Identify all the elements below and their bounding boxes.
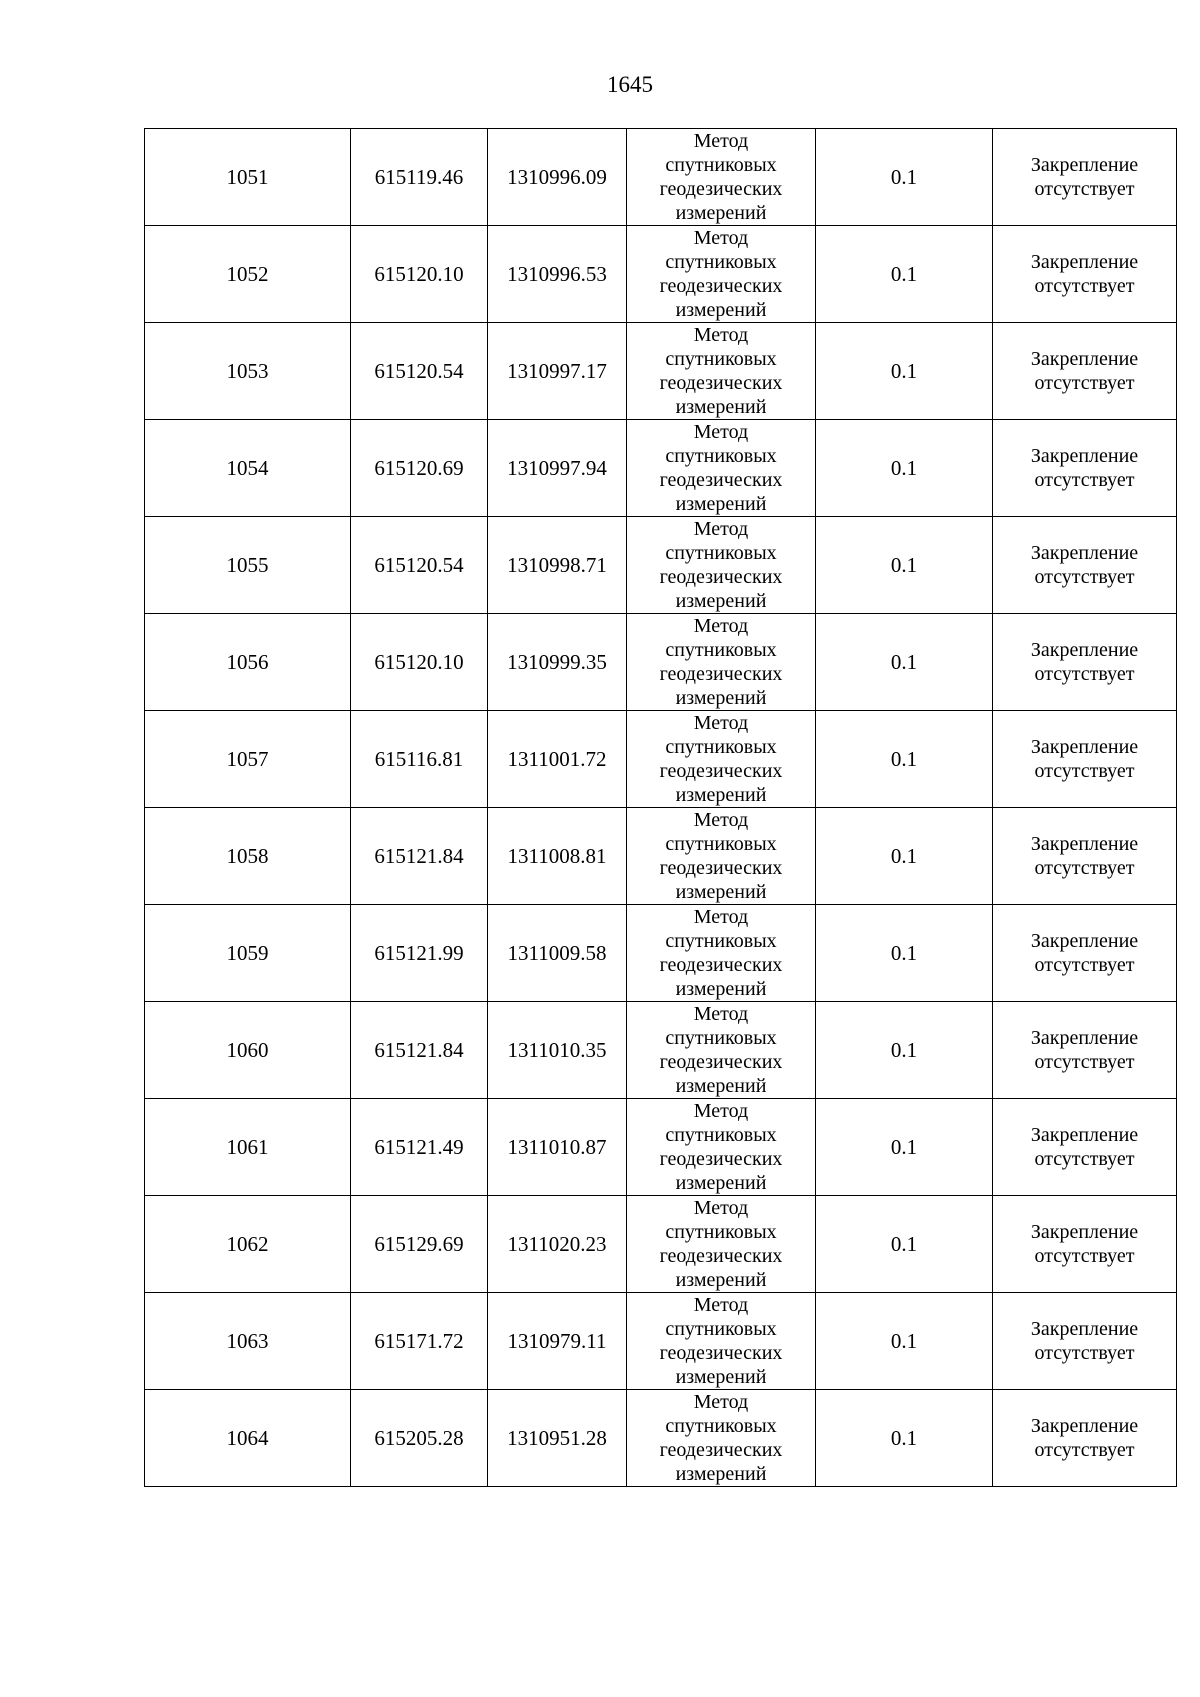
- x-coordinate-cell: 615120.69: [351, 420, 488, 517]
- method-cell: [627, 420, 816, 517]
- method-line: геодезических: [659, 275, 783, 297]
- fixation-line: Закрепление: [1030, 542, 1139, 564]
- fixation-line: отсутствует: [1034, 954, 1135, 976]
- method-line: Метод: [693, 1197, 749, 1219]
- method-line: геодезических: [659, 1245, 783, 1267]
- method-cell: [627, 1293, 816, 1390]
- fixation-cell: [993, 614, 1177, 711]
- fixation-cell: [993, 1293, 1177, 1390]
- page-number: 1645: [607, 72, 653, 97]
- fixation-cell: [993, 808, 1177, 905]
- fixation-line: отсутствует: [1034, 1342, 1135, 1364]
- accuracy-cell: 0.1: [816, 420, 993, 517]
- method-line: Метод: [693, 1391, 749, 1413]
- fixation-line: Закрепление: [1030, 1415, 1139, 1437]
- point-number-cell: 1061: [145, 1099, 351, 1196]
- method-line: геодезических: [659, 1051, 783, 1073]
- accuracy-cell: 0.1: [816, 517, 993, 614]
- accuracy-cell: 0.1: [816, 226, 993, 323]
- y-coordinate-cell: 1310997.17: [488, 323, 627, 420]
- method-line: Метод: [693, 518, 749, 540]
- y-coordinate-cell: 1311020.23: [488, 1196, 627, 1293]
- table-row: [145, 905, 1177, 1002]
- fixation-line: отсутствует: [1034, 566, 1135, 588]
- method-cell: [627, 1099, 816, 1196]
- x-coordinate-cell: 615120.54: [351, 323, 488, 420]
- method-line: геодезических: [659, 1439, 783, 1461]
- y-coordinate-cell: 1310979.11: [488, 1293, 627, 1390]
- method-line: геодезических: [659, 469, 783, 491]
- x-coordinate-cell: 615121.84: [351, 1002, 488, 1099]
- accuracy-cell: 0.1: [816, 1293, 993, 1390]
- method-line: Метод: [693, 809, 749, 831]
- fixation-line: Закрепление: [1030, 639, 1139, 661]
- point-number-cell: 1059: [145, 905, 351, 1002]
- point-number-cell: 1055: [145, 517, 351, 614]
- method-line: Метод: [693, 130, 749, 152]
- method-line: Метод: [693, 324, 749, 346]
- fixation-line: отсутствует: [1034, 663, 1135, 685]
- table-row: [145, 711, 1177, 808]
- method-line: спутниковых: [665, 1415, 777, 1437]
- x-coordinate-cell: 615120.10: [351, 614, 488, 711]
- method-cell: [627, 614, 816, 711]
- method-line: геодезических: [659, 1148, 783, 1170]
- accuracy-cell: 0.1: [816, 905, 993, 1002]
- y-coordinate-cell: 1311010.87: [488, 1099, 627, 1196]
- fixation-line: отсутствует: [1034, 1245, 1135, 1267]
- fixation-line: Закрепление: [1030, 348, 1139, 370]
- method-line: спутниковых: [665, 1318, 777, 1340]
- method-line: геодезических: [659, 663, 783, 685]
- method-cell: [627, 129, 816, 226]
- x-coordinate-cell: 615121.49: [351, 1099, 488, 1196]
- fixation-line: Закрепление: [1030, 1124, 1139, 1146]
- fixation-line: Закрепление: [1030, 1318, 1139, 1340]
- fixation-cell: [993, 1002, 1177, 1099]
- fixation-line: Закрепление: [1030, 833, 1139, 855]
- accuracy-cell: 0.1: [816, 1196, 993, 1293]
- method-line: измерений: [675, 1269, 767, 1291]
- method-line: геодезических: [659, 954, 783, 976]
- table-row: [145, 323, 1177, 420]
- method-line: спутниковых: [665, 445, 777, 467]
- point-number-cell: 1058: [145, 808, 351, 905]
- method-cell: [627, 808, 816, 905]
- point-number-cell: 1060: [145, 1002, 351, 1099]
- method-line: Метод: [693, 421, 749, 443]
- method-line: спутниковых: [665, 930, 777, 952]
- table-row: [145, 808, 1177, 905]
- coordinates-table: [144, 128, 1177, 1487]
- method-cell: [627, 1196, 816, 1293]
- fixation-cell: [993, 1390, 1177, 1487]
- method-line: Метод: [693, 1294, 749, 1316]
- table-row: [145, 226, 1177, 323]
- method-line: спутниковых: [665, 542, 777, 564]
- method-line: измерений: [675, 1463, 767, 1485]
- method-line: спутниковых: [665, 1027, 777, 1049]
- accuracy-cell: 0.1: [816, 323, 993, 420]
- fixation-line: отсутствует: [1034, 760, 1135, 782]
- method-cell: [627, 226, 816, 323]
- accuracy-cell: 0.1: [816, 1390, 993, 1487]
- method-line: измерений: [675, 1075, 767, 1097]
- method-line: спутниковых: [665, 154, 777, 176]
- point-number-cell: 1054: [145, 420, 351, 517]
- method-line: измерений: [675, 396, 767, 418]
- method-cell: [627, 1390, 816, 1487]
- fixation-cell: [993, 226, 1177, 323]
- point-number-cell: 1057: [145, 711, 351, 808]
- method-line: спутниковых: [665, 1221, 777, 1243]
- x-coordinate-cell: 615120.54: [351, 517, 488, 614]
- fixation-line: Закрепление: [1030, 736, 1139, 758]
- point-number-cell: 1062: [145, 1196, 351, 1293]
- method-line: геодезических: [659, 178, 783, 200]
- method-line: измерений: [675, 202, 767, 224]
- fixation-line: Закрепление: [1030, 154, 1139, 176]
- method-line: Метод: [693, 227, 749, 249]
- table-row: [145, 1002, 1177, 1099]
- accuracy-cell: 0.1: [816, 711, 993, 808]
- table-row: [145, 614, 1177, 711]
- fixation-cell: [993, 420, 1177, 517]
- fixation-cell: [993, 1196, 1177, 1293]
- point-number-cell: 1053: [145, 323, 351, 420]
- table-row: [145, 1390, 1177, 1487]
- method-line: геодезических: [659, 1342, 783, 1364]
- method-line: измерений: [675, 1172, 767, 1194]
- fixation-line: отсутствует: [1034, 178, 1135, 200]
- method-line: измерений: [675, 299, 767, 321]
- method-line: измерений: [675, 687, 767, 709]
- fixation-line: отсутствует: [1034, 1051, 1135, 1073]
- method-line: спутниковых: [665, 251, 777, 273]
- table-row: [145, 1196, 1177, 1293]
- method-cell: [627, 905, 816, 1002]
- method-line: спутниковых: [665, 348, 777, 370]
- table-row: [145, 1293, 1177, 1390]
- method-line: Метод: [693, 906, 749, 928]
- accuracy-cell: 0.1: [816, 1099, 993, 1196]
- method-line: Метод: [693, 1100, 749, 1122]
- method-line: геодезических: [659, 760, 783, 782]
- point-number-cell: 1056: [145, 614, 351, 711]
- fixation-line: отсутствует: [1034, 469, 1135, 491]
- y-coordinate-cell: 1310998.71: [488, 517, 627, 614]
- method-line: измерений: [675, 1366, 767, 1388]
- method-line: измерений: [675, 493, 767, 515]
- fixation-line: отсутствует: [1034, 275, 1135, 297]
- method-cell: [627, 323, 816, 420]
- y-coordinate-cell: 1310999.35: [488, 614, 627, 711]
- y-coordinate-cell: 1311008.81: [488, 808, 627, 905]
- fixation-line: отсутствует: [1034, 1148, 1135, 1170]
- point-number-cell: 1063: [145, 1293, 351, 1390]
- point-number-cell: 1051: [145, 129, 351, 226]
- method-line: измерений: [675, 590, 767, 612]
- method-line: измерений: [675, 784, 767, 806]
- x-coordinate-cell: 615171.72: [351, 1293, 488, 1390]
- method-line: спутниковых: [665, 833, 777, 855]
- x-coordinate-cell: 615129.69: [351, 1196, 488, 1293]
- fixation-line: Закрепление: [1030, 1221, 1139, 1243]
- accuracy-cell: 0.1: [816, 614, 993, 711]
- accuracy-cell: 0.1: [816, 808, 993, 905]
- x-coordinate-cell: 615119.46: [351, 129, 488, 226]
- method-line: спутниковых: [665, 736, 777, 758]
- y-coordinate-cell: 1311010.35: [488, 1002, 627, 1099]
- method-line: спутниковых: [665, 1124, 777, 1146]
- point-number-cell: 1052: [145, 226, 351, 323]
- method-line: Метод: [693, 1003, 749, 1025]
- y-coordinate-cell: 1310951.28: [488, 1390, 627, 1487]
- y-coordinate-cell: 1311001.72: [488, 711, 627, 808]
- y-coordinate-cell: 1310996.09: [488, 129, 627, 226]
- x-coordinate-cell: 615116.81: [351, 711, 488, 808]
- table-row: [145, 420, 1177, 517]
- method-cell: [627, 517, 816, 614]
- method-line: геодезических: [659, 372, 783, 394]
- fixation-cell: [993, 517, 1177, 614]
- method-line: измерений: [675, 978, 767, 1000]
- table-row: [145, 129, 1177, 226]
- fixation-cell: [993, 905, 1177, 1002]
- fixation-line: отсутствует: [1034, 857, 1135, 879]
- method-line: Метод: [693, 712, 749, 734]
- point-number-cell: 1064: [145, 1390, 351, 1487]
- x-coordinate-cell: 615121.99: [351, 905, 488, 1002]
- method-cell: [627, 711, 816, 808]
- fixation-line: Закрепление: [1030, 1027, 1139, 1049]
- accuracy-cell: 0.1: [816, 129, 993, 226]
- fixation-cell: [993, 1099, 1177, 1196]
- fixation-line: Закрепление: [1030, 445, 1139, 467]
- fixation-line: отсутствует: [1034, 1439, 1135, 1461]
- table-row: [145, 517, 1177, 614]
- table-row: [145, 1099, 1177, 1196]
- y-coordinate-cell: 1310997.94: [488, 420, 627, 517]
- method-line: геодезических: [659, 857, 783, 879]
- x-coordinate-cell: 615120.10: [351, 226, 488, 323]
- accuracy-cell: 0.1: [816, 1002, 993, 1099]
- fixation-line: Закрепление: [1030, 930, 1139, 952]
- method-line: спутниковых: [665, 639, 777, 661]
- method-line: измерений: [675, 881, 767, 903]
- y-coordinate-cell: 1311009.58: [488, 905, 627, 1002]
- method-cell: [627, 1002, 816, 1099]
- fixation-line: Закрепление: [1030, 251, 1139, 273]
- fixation-cell: [993, 323, 1177, 420]
- x-coordinate-cell: 615121.84: [351, 808, 488, 905]
- method-line: Метод: [693, 615, 749, 637]
- y-coordinate-cell: 1310996.53: [488, 226, 627, 323]
- fixation-line: отсутствует: [1034, 372, 1135, 394]
- fixation-cell: [993, 711, 1177, 808]
- method-line: геодезических: [659, 566, 783, 588]
- fixation-cell: [993, 129, 1177, 226]
- x-coordinate-cell: 615205.28: [351, 1390, 488, 1487]
